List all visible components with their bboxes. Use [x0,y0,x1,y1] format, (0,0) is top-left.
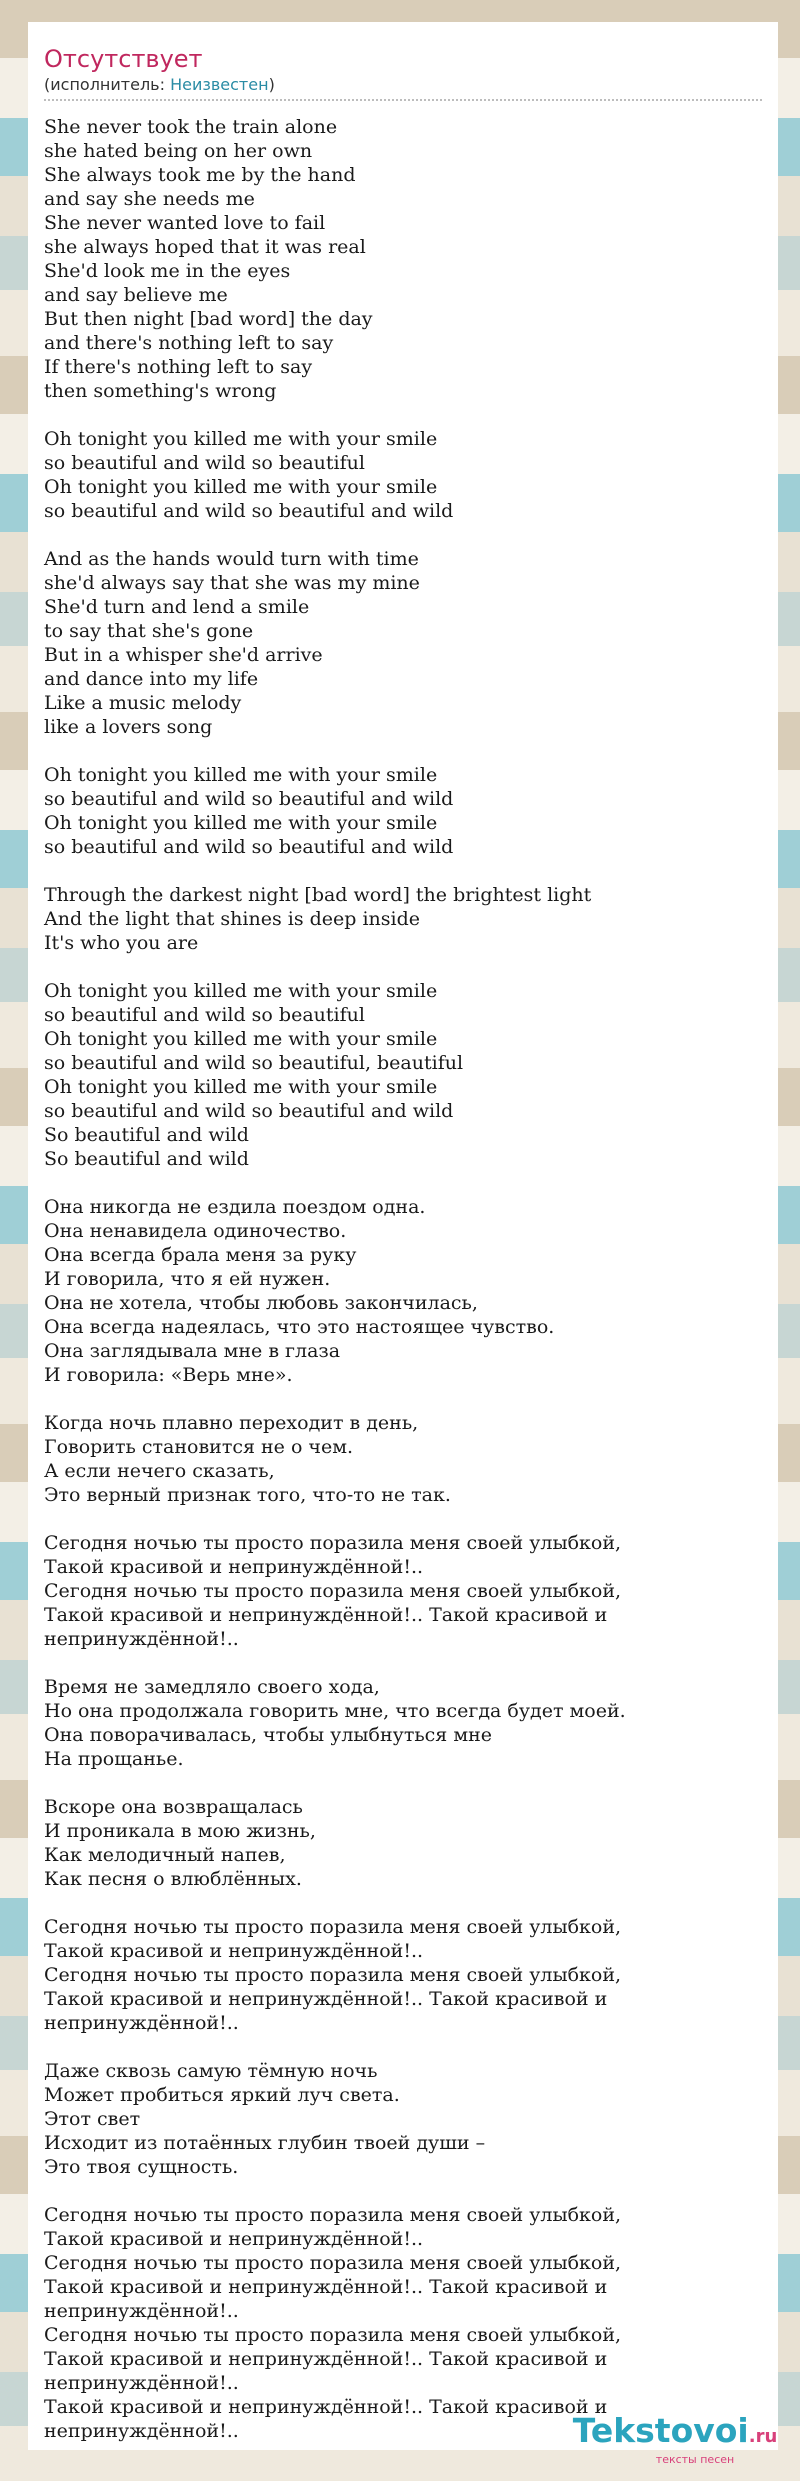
lyric-line: to say that she's gone [44,620,254,642]
lyrics-stanza [44,427,762,523]
lyric-line: Как песня о влюблённых. [44,1868,302,1890]
lyric-line: She always took me by the hand [44,164,356,186]
artist-link[interactable]: Неизвестен [170,75,269,94]
lyric-line: so beautiful and wild so beautiful and wild [44,1100,454,1122]
lyric-line: Исходит из потаённых глубин твоей души – [44,2132,486,2154]
lyric-line: she'd always say that she was my mine [44,572,420,594]
lyric-line: and there's nothing left to say [44,332,334,354]
lyric-line: But in a whisper she'd arrive [44,644,323,666]
lyric-line: She never took the train alone [44,116,338,138]
logo-wordmark [570,2412,780,2456]
lyric-line: Такой красивой и непринуждённой!.. Такой красивой и [44,2348,608,2370]
lyric-line: Даже сквозь самую тёмную ночь [44,2060,378,2082]
lyric-line: Oh tonight you killed me with your smile [44,1076,438,1098]
lyric-line: So beautiful and wild [44,1148,249,1170]
lyric-line: Время не замедляло своего хода, [44,1676,380,1698]
lyric-line: Сегодня ночью ты просто поразила меня своей улыбкой, [44,1916,622,1938]
lyric-line: Oh tonight you killed me with your smile [44,764,438,786]
lyrics-stanza [44,1531,762,1651]
lyric-line: Сегодня ночью ты просто поразила меня своей улыбкой, [44,2204,622,2226]
lyric-line: Этот свет [44,2108,141,2130]
lyric-line: Такой красивой и непринуждённой!.. [44,1940,424,1962]
lyric-line: Through the darkest night [bad word] the brightest light [44,884,592,906]
lyric-line: so beautiful and wild so beautiful and wild [44,836,454,858]
lyric-line: Она не хотела, чтобы любовь закончилась, [44,1292,478,1314]
lyric-line: Сегодня ночью ты просто поразила меня своей улыбкой, [44,1532,622,1554]
lyric-line: А если нечего сказать, [44,1460,275,1482]
lyric-line: Oh tonight you killed me with your smile [44,812,438,834]
lyrics-stanza [44,883,762,955]
logo-tagline: тексты песен [655,2453,735,2466]
lyric-line: and say believe me [44,284,228,306]
lyric-line: Сегодня ночью ты просто поразила меня своей улыбкой, [44,2324,622,2346]
lyric-line: So beautiful and wild [44,1124,249,1146]
lyric-line: Но она продолжала говорить мне, что всегда будет моей. [44,1700,626,1722]
artist-suffix: ) [268,75,275,94]
lyric-line: She never wanted love to fail [44,212,326,234]
lyric-line: непринуждённой!.. [44,2420,239,2442]
lyric-line: Такой красивой и непринуждённой!.. Такой красивой и [44,1604,608,1626]
lyric-line: It's who you are [44,932,199,954]
lyric-line: so beautiful and wild so beautiful and wild [44,500,454,522]
logo-name: Tekstovoi [572,2411,749,2450]
lyric-line: she always hoped that it was real [44,236,366,258]
lyric-line: then something's wrong [44,380,277,402]
lyric-line: непринуждённой!.. [44,2300,239,2322]
lyric-line: Oh tonight you killed me with your smile [44,476,438,498]
lyric-line: and say she needs me [44,188,255,210]
lyric-line: Такой красивой и непринуждённой!.. [44,1556,424,1578]
lyric-line: Может пробиться яркий луч света. [44,2084,400,2106]
lyric-line: Она никогда не ездила поездом одна. [44,1196,426,1218]
lyric-line: Oh tonight you killed me with your smile [44,1028,438,1050]
lyrics-stanza [44,547,762,739]
lyric-line: Вскоре она возвращалась [44,1796,303,1818]
lyrics-stanza [44,979,762,1171]
lyric-line: so beautiful and wild so beautiful [44,1004,365,1026]
lyrics-stanza [44,115,762,403]
lyric-line: Сегодня ночью ты просто поразила меня своей улыбкой, [44,1964,622,1986]
lyric-line: Она всегда брала меня за руку [44,1244,357,1266]
lyric-line: Она поворачивалась, чтобы улыбнуться мне [44,1724,493,1746]
site-logo[interactable] [570,2412,780,2466]
song-title: Отсутствует [44,45,203,73]
lyric-line: If there's nothing left to say [44,356,313,378]
lyric-line: И говорила, что я ей нужен. [44,1268,331,1290]
lyrics-body [44,115,762,2443]
lyric-line: She'd look me in the eyes [44,260,291,282]
lyric-line: She'd turn and lend a smile [44,596,310,618]
lyric-line: Это верный признак того, что-то не так. [44,1484,451,1506]
lyrics-stanza [44,2059,762,2179]
lyrics-stanza [44,1795,762,1891]
lyric-line: But then night [bad word] the day [44,308,373,330]
lyric-line: Это твоя сущность. [44,2156,239,2178]
lyric-line: And as the hands would turn with time [44,548,419,570]
lyric-line: Сегодня ночью ты просто поразила меня своей улыбкой, [44,1580,622,1602]
lyric-line: Такой красивой и непринуждённой!.. Такой красивой и [44,1988,608,2010]
lyric-line: And the light that shines is deep inside [44,908,421,930]
lyrics-card [28,22,778,2450]
lyric-line: И проникала в мою жизнь, [44,1820,316,1842]
lyric-line: Она ненавидела одиночество. [44,1220,347,1242]
lyric-line: so beautiful and wild so beautiful, beautiful [44,1052,464,1074]
lyric-line: Oh tonight you killed me with your smile [44,428,438,450]
lyric-line: Говорить становится не о чем. [44,1436,354,1458]
lyric-line: and dance into my life [44,668,259,690]
lyrics-stanza [44,1195,762,1387]
lyric-line: like a lovers song [44,716,213,738]
lyrics-stanza [44,1675,762,1771]
lyric-line: Такой красивой и непринуждённой!.. [44,2228,424,2250]
lyric-line: И говорила: «Верь мне». [44,1364,293,1386]
lyric-line: На прощанье. [44,1748,184,1770]
logo-suffix: .ru [748,2426,778,2447]
lyric-line: непринуждённой!.. [44,1628,239,1650]
lyric-line: непринуждённой!.. [44,2372,239,2394]
lyric-line: Когда ночь плавно переходит в день, [44,1412,419,1434]
lyric-line: so beautiful and wild so beautiful [44,452,365,474]
lyric-line: Она всегда надеялась, что это настоящее чувство. [44,1316,555,1338]
lyric-line: Такой красивой и непринуждённой!.. Такой красивой и [44,2276,608,2298]
lyric-line: Такой красивой и непринуждённой!.. Такой красивой и [44,2396,608,2418]
artist-prefix: (исполнитель: [44,75,171,94]
lyrics-stanza [44,2203,762,2443]
lyrics-stanza [44,1915,762,2035]
lyrics-stanza [44,1411,762,1507]
lyric-line: she hated being on her own [44,140,313,162]
lyric-line: Она заглядывала мне в глаза [44,1340,341,1362]
lyric-line: Как мелодичный напев, [44,1844,286,1866]
lyric-line: Сегодня ночью ты просто поразила меня своей улыбкой, [44,2252,622,2274]
lyric-line: непринуждённой!.. [44,2012,239,2034]
lyric-line: so beautiful and wild so beautiful and wild [44,788,454,810]
artist-line [44,74,762,101]
lyric-line: Like a music melody [44,692,242,714]
lyric-line: Oh tonight you killed me with your smile [44,980,438,1002]
lyrics-stanza [44,763,762,859]
